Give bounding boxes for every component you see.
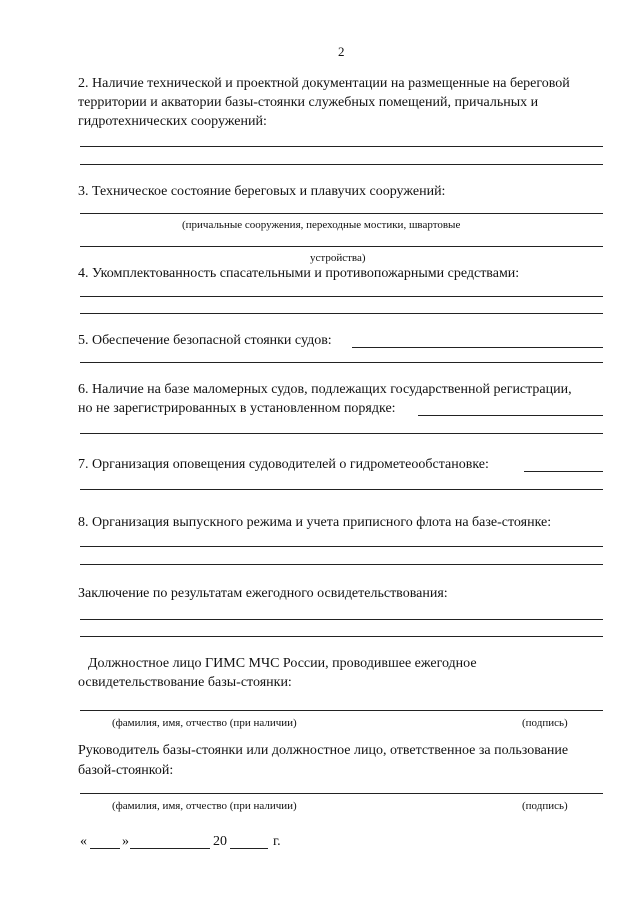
date-year-prefix: 20: [213, 834, 227, 849]
head-signature-line[interactable]: [80, 793, 603, 794]
section-3-answer-line-2[interactable]: [80, 246, 603, 247]
conclusion-answer-line-1[interactable]: [80, 619, 603, 620]
section-3-answer-line-1[interactable]: [80, 213, 603, 214]
official-line-2: освидетельствование базы-стоянки:: [78, 675, 292, 690]
section-6-line-1: 6. Наличие на базе маломерных судов, подлежащих государственной регистрации,: [78, 382, 572, 397]
section-8-title: 8. Организация выпускного режима и учета приписного флота на базе-стоянке:: [78, 515, 552, 530]
head-line-2: базой-стоянкой:: [78, 763, 174, 778]
section-5-answer-inline[interactable]: [352, 347, 603, 348]
section-2-line-2: территории и акватории базы-стоянки служебных помещений, причальных и: [78, 95, 539, 110]
head-name-hint: (фамилия, имя, отчество (при наличии): [112, 800, 297, 812]
section-2-line-3: гидротехнических сооружений:: [78, 114, 267, 129]
section-3-hint-line-1: (причальные сооружения, переходные мостики, швартовые: [182, 219, 461, 231]
section-6-answer-inline[interactable]: [418, 415, 603, 416]
section-4-answer-line-2[interactable]: [80, 313, 603, 314]
section-6-answer-line[interactable]: [80, 433, 603, 434]
conclusion-answer-line-2[interactable]: [80, 636, 603, 637]
section-5-title: 5. Обеспечение безопасной стоянки судов:: [78, 333, 332, 348]
head-signature-hint: (подпись): [522, 800, 568, 812]
date-day-field[interactable]: [90, 848, 120, 849]
official-name-hint: (фамилия, имя, отчество (при наличии): [112, 717, 297, 729]
section-2-answer-line-2[interactable]: [80, 164, 603, 165]
date-month-field[interactable]: [130, 848, 210, 849]
section-4-answer-line-1[interactable]: [80, 296, 603, 297]
section-2-answer-line-1[interactable]: [80, 146, 603, 147]
conclusion-title: Заключение по результатам ежегодного освидетельствования:: [78, 586, 448, 601]
official-signature-hint: (подпись): [522, 717, 568, 729]
section-3-title: 3. Техническое состояние береговых и плавучих сооружений:: [78, 184, 446, 199]
section-2-line-1: 2. Наличие технической и проектной документации на размещенные на береговой: [78, 76, 570, 91]
section-7-answer-inline[interactable]: [524, 471, 603, 472]
section-5-answer-line[interactable]: [80, 362, 603, 363]
official-line-1: Должностное лицо ГИМС МЧС России, проводившее ежегодное: [88, 656, 477, 671]
page-number: 2: [338, 44, 345, 59]
section-6-line-2: но не зарегистрированных в установленном порядке:: [78, 401, 396, 416]
section-8-answer-line-2[interactable]: [80, 564, 603, 565]
section-8-answer-line-1[interactable]: [80, 546, 603, 547]
section-4-title: 4. Укомплектованность спасательными и противопожарными средствами:: [78, 266, 520, 281]
section-7-title: 7. Организация оповещения судоводителей о гидрометеообстановке:: [78, 457, 489, 472]
official-signature-line[interactable]: [80, 710, 603, 711]
head-line-1: Руководитель базы-стоянки или должностное лицо, ответственное за пользование: [78, 743, 569, 758]
date-open-quote: «: [80, 834, 87, 849]
section-3-hint-line-2: устройства): [310, 252, 366, 264]
date-year-suffix: г.: [273, 834, 281, 849]
date-close-quote: »: [122, 834, 129, 849]
section-7-answer-line[interactable]: [80, 489, 603, 490]
date-year-field[interactable]: [230, 848, 268, 849]
